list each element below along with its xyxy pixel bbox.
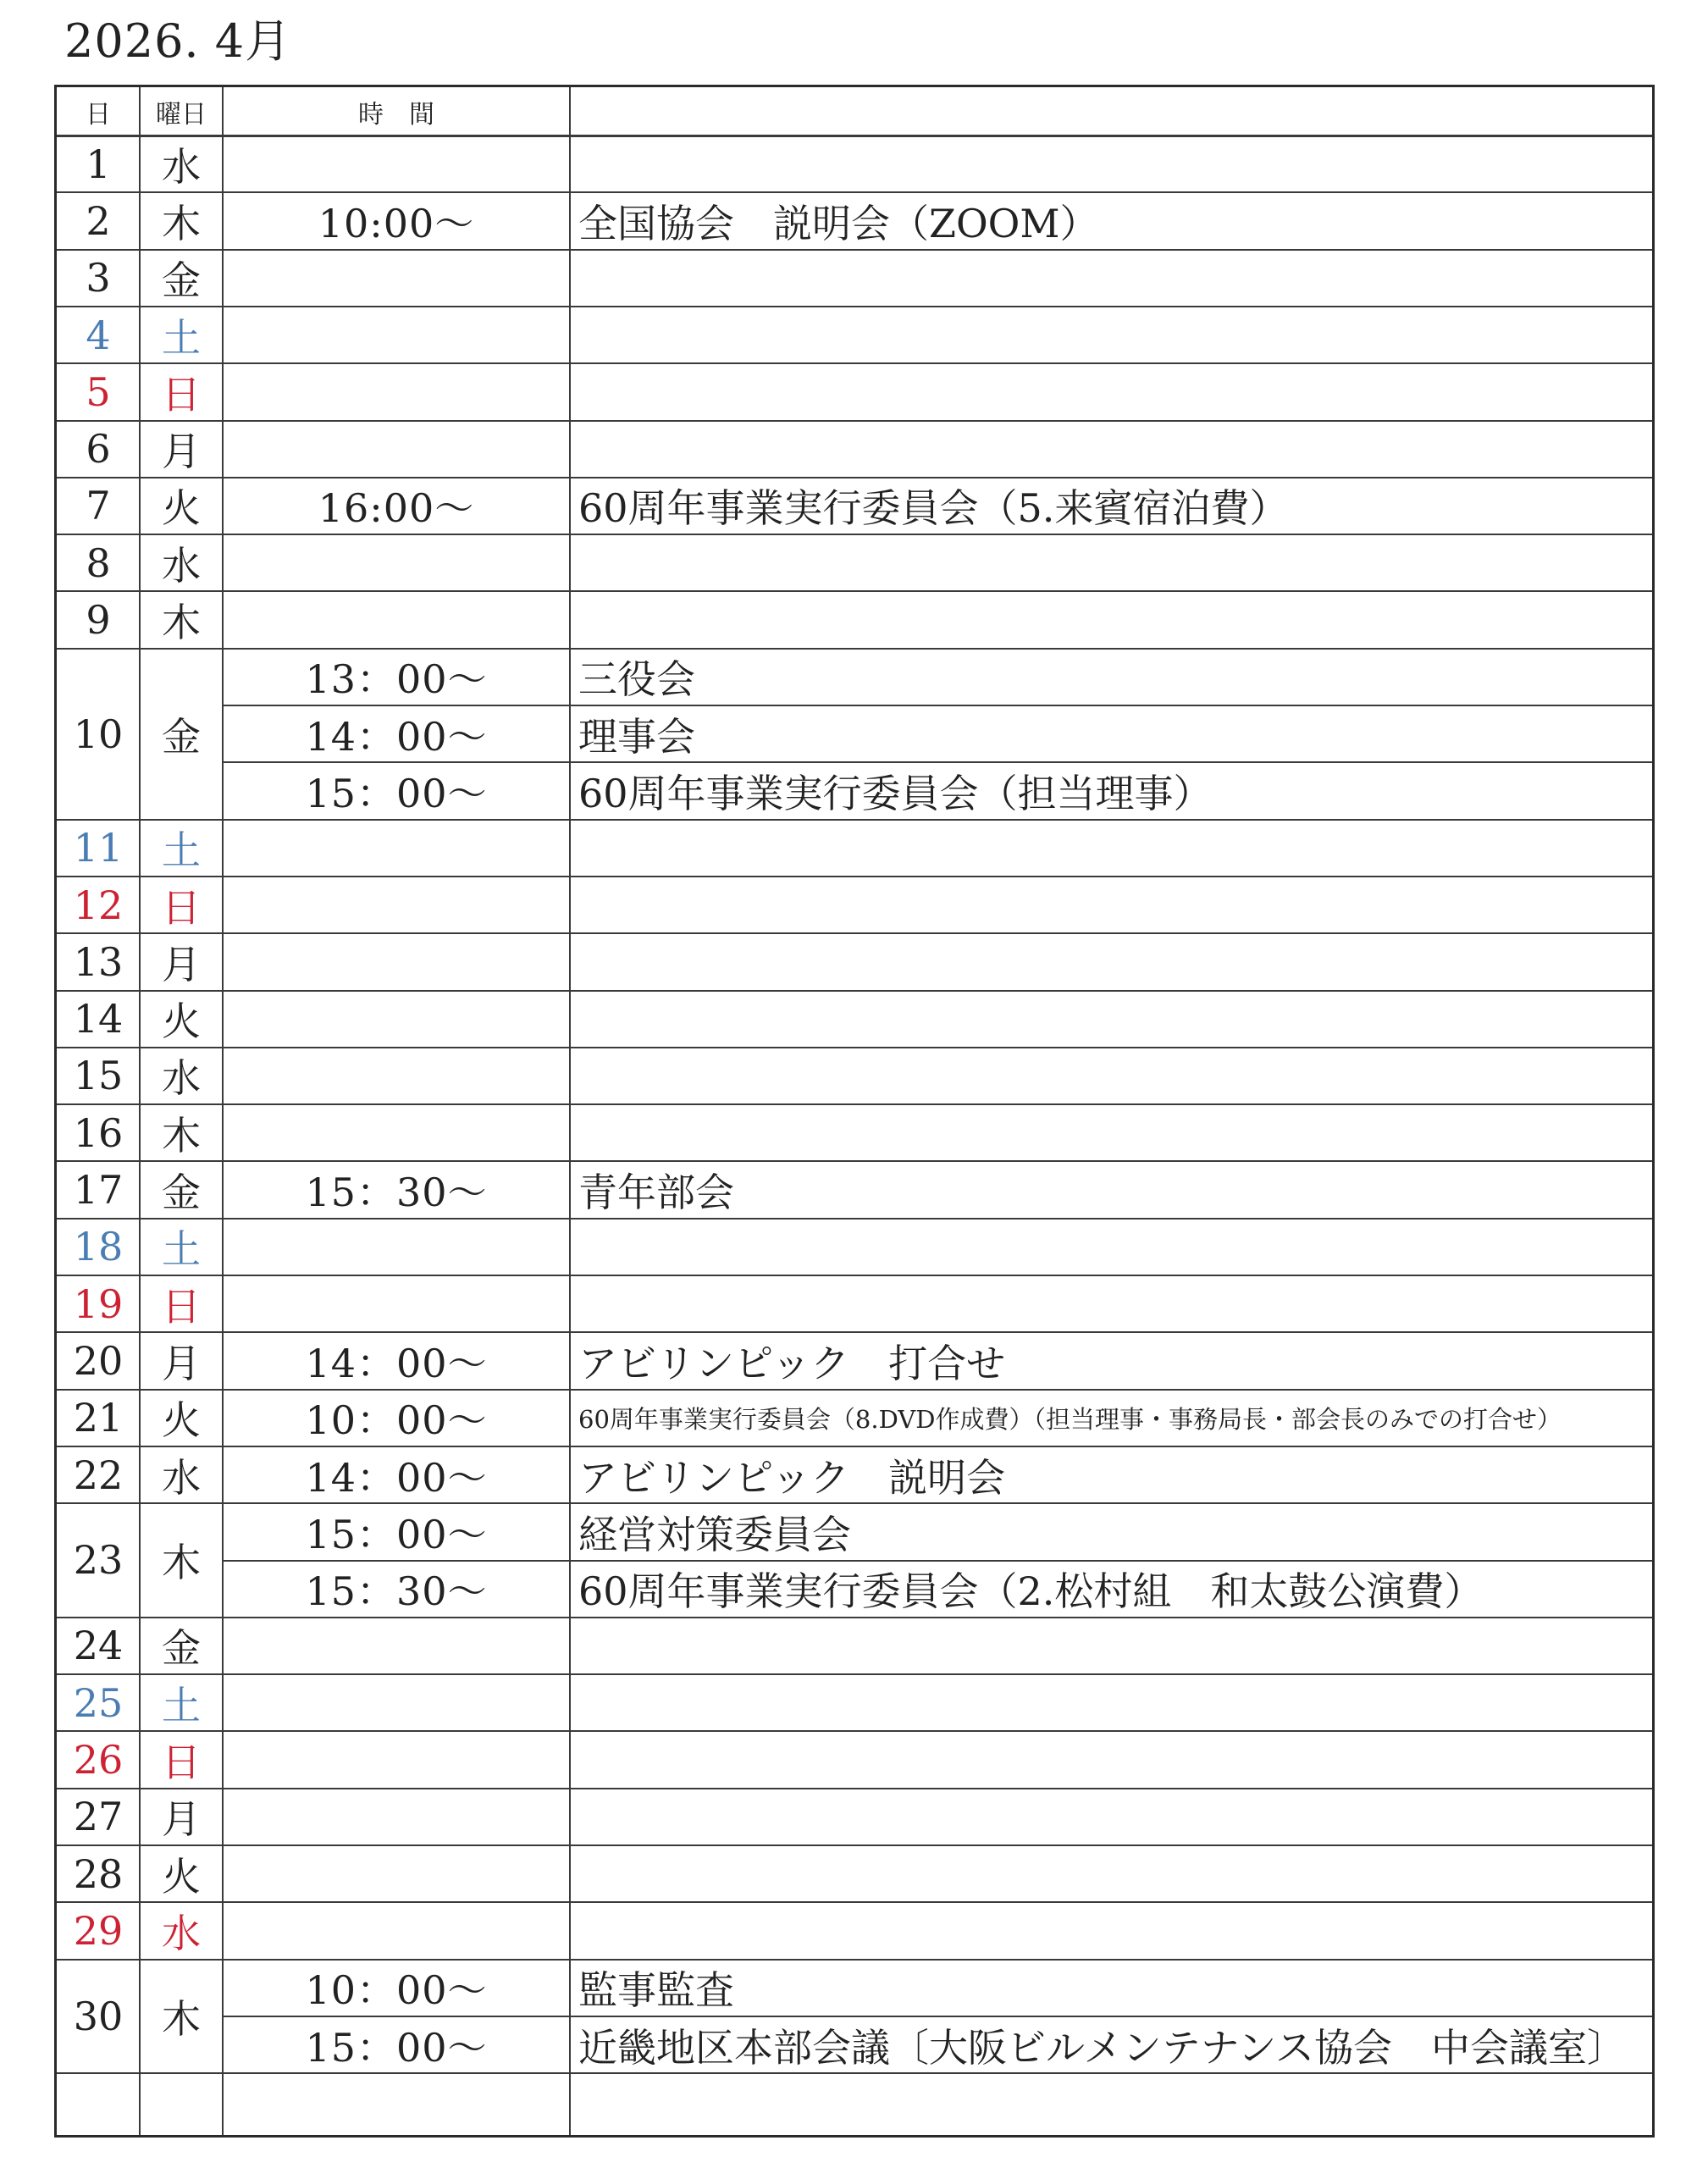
weekday-label: 金: [162, 1625, 201, 1672]
weekday-label: 木: [162, 1995, 201, 2042]
event-title: 理事会: [578, 713, 695, 760]
event-title: アビリンピック 説明会: [578, 1454, 1006, 1501]
row-divider: [57, 1788, 1652, 1789]
event-title: 監事監査: [578, 1967, 734, 2014]
day-number: 25: [73, 1679, 124, 1726]
weekday-label: 月: [162, 941, 201, 987]
row-divider: [57, 534, 1652, 535]
row-divider: [57, 1673, 1652, 1675]
weekday-label: 土: [162, 314, 201, 361]
event-title: 近畿地区本部会議〔大阪ビルメンテナンス協会 中会議室〕: [578, 2024, 1626, 2071]
event-time: 10：00～: [305, 1397, 488, 1444]
header-event: [570, 87, 1652, 136]
event-title: 60周年事業実行委員会（担当理事）: [578, 770, 1213, 816]
row-divider: [223, 761, 1652, 763]
event-time: 14：00～: [305, 1454, 488, 1501]
weekday-label: 土: [162, 827, 201, 874]
weekday-label: 月: [162, 1340, 201, 1386]
weekday-label: 土: [162, 1682, 201, 1728]
event-time: 14：00～: [305, 713, 488, 760]
weekday-label: 木: [162, 200, 201, 246]
row-divider: [57, 1730, 1652, 1732]
row-divider: [57, 990, 1652, 992]
weekday-label: 水: [162, 143, 201, 190]
weekday-label: 日: [162, 1739, 201, 1786]
event-time: 15：00～: [305, 2024, 488, 2071]
event-time: 10：00～: [305, 1967, 488, 2014]
row-divider: [57, 1047, 1652, 1048]
weekday-label: 火: [162, 485, 201, 532]
event-title: 60周年事業実行委員会（2.松村組 和太鼓公演費）: [578, 1568, 1484, 1615]
day-number: 24: [73, 1623, 124, 1669]
day-number: 28: [73, 1850, 124, 1897]
row-divider: [57, 1901, 1652, 1903]
row-divider: [57, 932, 1652, 934]
day-number: 5: [86, 368, 111, 415]
day-number: 27: [73, 1794, 124, 1840]
event-time: 16:00～: [318, 485, 475, 532]
event-time: 15：30～: [305, 1170, 488, 1216]
event-time: 15：00～: [305, 1511, 488, 1557]
page-title: 2026. 4月: [64, 14, 292, 68]
day-number: 10: [73, 711, 124, 757]
day-number: 23: [73, 1537, 124, 1584]
weekday-label: 金: [162, 713, 201, 760]
event-time: 13：00～: [305, 656, 488, 703]
day-number: 6: [86, 426, 111, 473]
row-divider: [57, 819, 1652, 821]
day-number: 22: [73, 1452, 124, 1498]
weekday-label: 木: [162, 1540, 201, 1586]
row-divider: [57, 2072, 1652, 2074]
weekday-label: 月: [162, 1796, 201, 1843]
weekday-label: 水: [162, 1454, 201, 1501]
weekday-label: 水: [162, 1910, 201, 1956]
row-divider: [223, 2016, 1652, 2017]
weekday-label: 土: [162, 1226, 201, 1273]
day-number: 26: [73, 1737, 124, 1784]
row-divider: [57, 1275, 1652, 1276]
weekday-label: 木: [162, 600, 201, 646]
row-divider: [57, 306, 1652, 307]
weekday-label: 日: [162, 371, 201, 418]
weekday-label: 日: [162, 884, 201, 931]
day-number: 30: [73, 1993, 124, 2039]
event-title: 青年部会: [578, 1170, 734, 1216]
weekday-label: 火: [162, 1397, 201, 1444]
row-divider: [57, 1218, 1652, 1220]
row-divider: [57, 1103, 1652, 1105]
event-title: 三役会: [578, 656, 695, 703]
event-time: 14：00～: [305, 1340, 488, 1386]
day-number: 15: [73, 1053, 124, 1099]
row-divider: [57, 876, 1652, 877]
row-divider: [57, 590, 1652, 592]
row-divider: [57, 135, 1652, 137]
event-time: 15：00～: [305, 770, 488, 816]
weekday-label: 金: [162, 1170, 201, 1216]
day-number: 18: [73, 1224, 124, 1270]
weekday-label: 月: [162, 429, 201, 475]
weekday-label: 水: [162, 1055, 201, 1102]
event-title: アビリンピック 打合せ: [578, 1340, 1006, 1386]
day-number: 8: [86, 539, 111, 586]
weekday-label: 木: [162, 1112, 201, 1159]
event-title: 60周年事業実行委員会（5.来賓宿泊費）: [578, 485, 1289, 532]
day-number: 21: [73, 1395, 124, 1441]
event-time: 10:00～: [318, 200, 475, 246]
weekday-label: 水: [162, 542, 201, 589]
column-divider: [569, 87, 571, 2135]
day-number: 1: [86, 141, 111, 187]
header-time: 時 間: [358, 99, 434, 130]
day-number: 7: [86, 483, 111, 529]
weekday-label: 金: [162, 257, 201, 304]
weekday-label: 火: [162, 1853, 201, 1900]
day-number: 16: [73, 1109, 124, 1156]
event-time: 15：30～: [305, 1568, 488, 1615]
day-number: 19: [73, 1280, 124, 1327]
day-number: 4: [86, 312, 111, 358]
header-day: 日: [86, 99, 111, 130]
row-divider: [57, 1617, 1652, 1618]
event-title: 経営対策委員会: [578, 1511, 851, 1557]
day-number: 13: [73, 938, 124, 985]
day-number: 9: [86, 597, 111, 644]
day-number: 11: [73, 825, 124, 871]
row-divider: [223, 1560, 1652, 1562]
event-title: 60周年事業実行委員会（8.DVD作成費）（担当理事・事務局長・部会長のみでの打合せ）: [578, 1404, 1562, 1434]
day-number: 17: [73, 1167, 124, 1214]
day-number: 20: [73, 1337, 124, 1384]
header-weekday: 曜日: [156, 99, 207, 130]
weekday-label: 日: [162, 1283, 201, 1330]
day-number: 12: [73, 882, 124, 928]
weekday-label: 火: [162, 998, 201, 1045]
row-divider: [57, 420, 1652, 422]
day-number: 2: [86, 197, 111, 244]
event-title: 全国協会 説明会（ZOOM）: [578, 200, 1099, 246]
row-divider: [57, 249, 1652, 251]
row-divider: [223, 705, 1652, 706]
day-number: 14: [73, 996, 124, 1043]
day-number: 3: [86, 255, 111, 301]
row-divider: [57, 362, 1652, 364]
schedule-table: [54, 85, 1655, 2138]
row-divider: [57, 1844, 1652, 1846]
day-number: 29: [73, 1907, 124, 1954]
